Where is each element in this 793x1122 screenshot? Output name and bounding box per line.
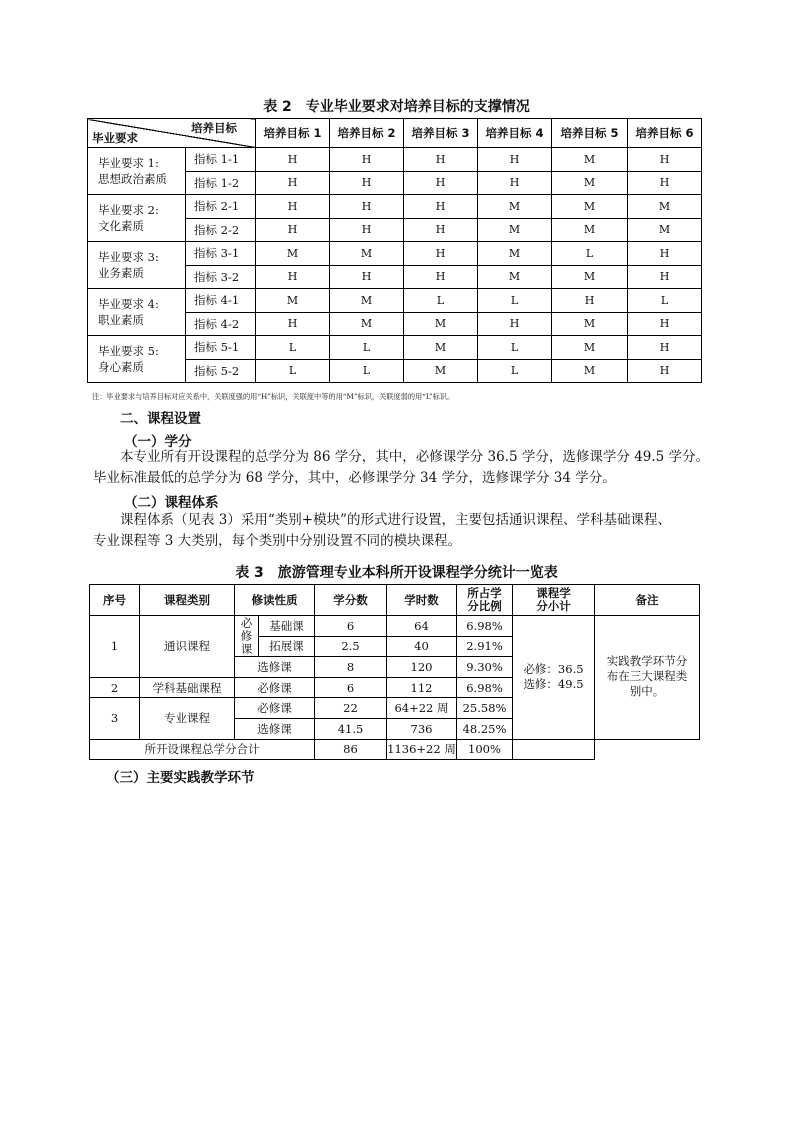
relevance-cell: H xyxy=(330,171,404,195)
relevance-cell: H xyxy=(256,195,330,219)
relevance-cell: M xyxy=(552,312,628,336)
relevance-cell: H xyxy=(404,195,478,219)
relevance-cell: L xyxy=(404,289,478,313)
cell-nature: 必修课 xyxy=(235,677,315,698)
column-header: 培养目标 6 xyxy=(628,119,702,148)
relevance-cell: H xyxy=(628,359,702,383)
cell-nature: 选修课 xyxy=(235,657,315,678)
relevance-cell: L xyxy=(330,359,404,383)
relevance-cell: L xyxy=(256,359,330,383)
relevance-cell: H xyxy=(628,336,702,360)
relevance-cell: M xyxy=(552,336,628,360)
relevance-cell: H xyxy=(330,195,404,219)
header-credits: 学分数 xyxy=(315,585,387,616)
cell-required-vertical: 必 修 课 xyxy=(235,616,259,657)
relevance-cell: M xyxy=(552,359,628,383)
cell-ratio: 48.25% xyxy=(457,718,513,739)
cell-ratio: 25.58% xyxy=(457,698,513,719)
corner-bottom-label: 毕业要求 xyxy=(92,131,138,145)
header-ratio: 所占学 分比例 xyxy=(457,585,513,616)
relevance-cell: M xyxy=(256,289,330,313)
cell-total-label: 所开设课程总学分合计 xyxy=(90,739,315,760)
relevance-cell: M xyxy=(478,265,552,289)
indicator-cell: 指标 3-2 xyxy=(186,265,256,289)
table3 xyxy=(89,584,700,760)
relevance-cell: M xyxy=(552,148,628,172)
table-row xyxy=(88,336,702,360)
cell-ratio: 100% xyxy=(457,739,513,760)
relevance-cell: M xyxy=(552,265,628,289)
relevance-cell: H xyxy=(628,171,702,195)
relevance-cell: M xyxy=(628,195,702,219)
relevance-cell: M xyxy=(330,242,404,266)
relevance-cell: M xyxy=(552,195,628,219)
indicator-cell: 指标 4-1 xyxy=(186,289,256,313)
requirement-cell: 毕业要求 2: 文化素质 xyxy=(88,195,186,242)
cell-ratio: 2.91% xyxy=(457,636,513,657)
relevance-cell: H xyxy=(478,171,552,195)
requirement-cell: 毕业要求 4: 职业素质 xyxy=(88,289,186,336)
cell-nature: 基础课 xyxy=(259,616,315,637)
cell-credits: 2.5 xyxy=(315,636,387,657)
header-nature: 修读性质 xyxy=(235,585,315,616)
relevance-cell: M xyxy=(552,218,628,242)
paragraph-line: 本专业所有开设课程的总学分为 86 学分，其中，必修课学分 36.5 学分，选修课学分 49.5 学分。 xyxy=(120,449,710,465)
indicator-cell: 指标 2-2 xyxy=(186,218,256,242)
table2-title: 表 2 专业毕业要求对培养目标的支撑情况 xyxy=(263,99,530,115)
relevance-cell: M xyxy=(404,359,478,383)
cell-credits: 86 xyxy=(315,739,387,760)
table-row xyxy=(88,195,702,219)
cell-nature: 必修课 xyxy=(235,698,315,719)
cell-hours: 112 xyxy=(387,677,457,698)
relevance-cell: H xyxy=(478,148,552,172)
cell-nature: 选修课 xyxy=(235,718,315,739)
header-hours: 学时数 xyxy=(387,585,457,616)
cell-remark: 实践教学环节分 布在三大课程类 别中。 xyxy=(595,616,700,740)
cell-hours: 64 xyxy=(387,616,457,637)
relevance-cell: H xyxy=(404,265,478,289)
cell-seq: 3 xyxy=(90,698,140,739)
relevance-cell: H xyxy=(552,289,628,313)
table2-corner-header xyxy=(88,119,256,148)
cell-hours: 1136+22 周 xyxy=(387,739,457,760)
relevance-cell: H xyxy=(256,312,330,336)
relevance-cell: H xyxy=(404,171,478,195)
relevance-cell: M xyxy=(478,195,552,219)
relevance-cell: L xyxy=(478,359,552,383)
indicator-cell: 指标 5-2 xyxy=(186,359,256,383)
cell-empty xyxy=(513,739,595,760)
indicator-cell: 指标 1-1 xyxy=(186,148,256,172)
relevance-cell: H xyxy=(628,242,702,266)
table2-body xyxy=(88,148,702,383)
cell-credits: 6 xyxy=(315,677,387,698)
header-subtotal: 课程学 分小计 xyxy=(513,585,595,616)
cell-hours: 736 xyxy=(387,718,457,739)
relevance-cell: M xyxy=(478,242,552,266)
table2-note: 注：毕业要求与培养目标对应关系中，关联度强的用“H”标识，关联度中等的用“M”标识，关联度弱的用“L”标识。 xyxy=(92,392,455,401)
relevance-cell: L xyxy=(256,336,330,360)
cell-category: 专业课程 xyxy=(140,698,235,739)
column-header: 培养目标 5 xyxy=(552,119,628,148)
relevance-cell: H xyxy=(628,148,702,172)
relevance-cell: M xyxy=(478,218,552,242)
cell-credits: 22 xyxy=(315,698,387,719)
cell-hours: 40 xyxy=(387,636,457,657)
column-header: 培养目标 3 xyxy=(404,119,478,148)
relevance-cell: L xyxy=(552,242,628,266)
paragraph-line: 专业课程等 3 大类别，每个类别中分别设置不同的模块课程。 xyxy=(93,533,462,549)
header-seq: 序号 xyxy=(90,585,140,616)
requirement-cell: 毕业要求 1: 思想政治素质 xyxy=(88,148,186,195)
cell-ratio: 9.30% xyxy=(457,657,513,678)
subsection-credits: （一）学分 xyxy=(124,434,192,450)
relevance-cell: H xyxy=(256,218,330,242)
column-header: 培养目标 4 xyxy=(478,119,552,148)
column-header: 培养目标 1 xyxy=(256,119,330,148)
cell-nature: 拓展课 xyxy=(259,636,315,657)
relevance-cell: L xyxy=(478,289,552,313)
requirement-cell: 毕业要求 5: 身心素质 xyxy=(88,336,186,383)
cell-category: 通识课程 xyxy=(140,616,235,678)
table-row xyxy=(90,616,700,637)
header-category: 课程类别 xyxy=(140,585,235,616)
paragraph-line: 毕业标准最低的总学分为 68 学分，其中，必修课学分 34 学分，选修课学分 34 学分。 xyxy=(93,470,616,486)
relevance-cell: L xyxy=(478,336,552,360)
relevance-cell: H xyxy=(256,265,330,289)
table-row xyxy=(88,148,702,172)
relevance-cell: L xyxy=(628,289,702,313)
relevance-cell: H xyxy=(628,312,702,336)
relevance-cell: M xyxy=(552,171,628,195)
relevance-cell: M xyxy=(330,289,404,313)
requirement-cell: 毕业要求 3: 业务素质 xyxy=(88,242,186,289)
relevance-cell: H xyxy=(330,218,404,242)
table-row xyxy=(88,242,702,266)
relevance-cell: H xyxy=(628,265,702,289)
corner-top-label: 培养目标 xyxy=(191,121,237,135)
relevance-cell: H xyxy=(478,312,552,336)
table3-title: 表 3 旅游管理专业本科所开设课程学分统计一览表 xyxy=(235,565,558,581)
relevance-cell: H xyxy=(404,218,478,242)
cell-hours: 120 xyxy=(387,657,457,678)
relevance-cell: L xyxy=(330,336,404,360)
table-row xyxy=(88,289,702,313)
cell-hours: 64+22 周 xyxy=(387,698,457,719)
relevance-cell: M xyxy=(330,312,404,336)
subsection-practice: （三）主要实践教学环节 xyxy=(106,770,255,786)
cell-credits: 6 xyxy=(315,616,387,637)
table-row-total xyxy=(90,739,700,760)
cell-ratio: 6.98% xyxy=(457,677,513,698)
relevance-cell: M xyxy=(256,242,330,266)
relevance-cell: H xyxy=(404,148,478,172)
relevance-cell: H xyxy=(404,242,478,266)
column-header: 培养目标 2 xyxy=(330,119,404,148)
indicator-cell: 指标 1-2 xyxy=(186,171,256,195)
indicator-cell: 指标 2-1 xyxy=(186,195,256,219)
relevance-cell: H xyxy=(330,265,404,289)
indicator-cell: 指标 5-1 xyxy=(186,336,256,360)
cell-seq: 2 xyxy=(90,677,140,698)
section-heading: 二、课程设置 xyxy=(120,411,201,427)
cell-category: 学科基础课程 xyxy=(140,677,235,698)
cell-seq: 1 xyxy=(90,616,140,678)
relevance-cell: M xyxy=(404,312,478,336)
relevance-cell: M xyxy=(628,218,702,242)
cell-ratio: 6.98% xyxy=(457,616,513,637)
cell-subtotal: 必修：36.5 选修：49.5 xyxy=(513,616,595,740)
indicator-cell: 指标 4-2 xyxy=(186,312,256,336)
paragraph-line: 课程体系（见表 3）采用“类别+模块”的形式进行设置，主要包括通识课程、学科基础课程、 xyxy=(120,512,671,528)
indicator-cell: 指标 3-1 xyxy=(186,242,256,266)
subsection-course-system: （二）课程体系 xyxy=(124,495,219,511)
cell-credits: 41.5 xyxy=(315,718,387,739)
cell-credits: 8 xyxy=(315,657,387,678)
table2 xyxy=(87,118,702,383)
relevance-cell: M xyxy=(404,336,478,360)
relevance-cell: H xyxy=(256,171,330,195)
relevance-cell: H xyxy=(256,148,330,172)
relevance-cell: H xyxy=(330,148,404,172)
header-remark: 备注 xyxy=(595,585,700,616)
